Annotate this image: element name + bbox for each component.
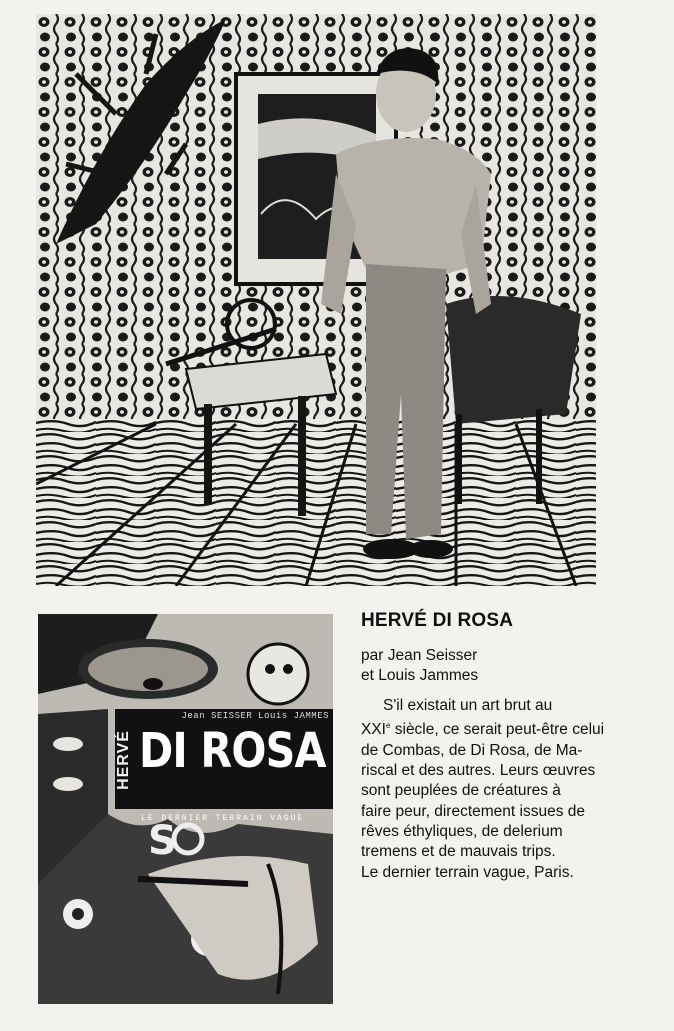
body-line: tremens et de mauvais trips. bbox=[361, 843, 556, 861]
byline-line: et Louis Jammes bbox=[361, 667, 479, 684]
body-line-text: S'il existait un art brut au bbox=[383, 697, 553, 714]
body-line: faire peur, directement issues de bbox=[361, 802, 586, 820]
book-cover bbox=[38, 614, 333, 1004]
cover-last-name: DI ROSA bbox=[139, 723, 326, 779]
body-line-text: siècle, ce serait peut-être celui bbox=[390, 721, 605, 739]
artist-photo bbox=[36, 14, 596, 586]
body-line: riscal et des autres. Leurs œuvres bbox=[361, 762, 596, 780]
body-line bbox=[361, 696, 661, 716]
body-line-text: XXI bbox=[361, 721, 386, 739]
cover-first-name-text: HERVÉ bbox=[115, 730, 132, 790]
cover-title-band bbox=[115, 709, 333, 823]
body-line: sont peuplées de créatures à bbox=[361, 782, 561, 800]
cover-authors: Jean SEISSER Louis JAMMES bbox=[181, 711, 329, 721]
article-byline bbox=[361, 646, 661, 686]
body-line: de Combas, de Di Rosa, de Ma- bbox=[361, 741, 583, 759]
superscript: e bbox=[385, 721, 391, 731]
body-line: rêves éthyliques, de delerium bbox=[361, 822, 563, 840]
cover-publisher: LE DERNIER TERRAIN VAGUE bbox=[141, 814, 305, 823]
article-body bbox=[361, 696, 661, 883]
svg-text:S: S bbox=[148, 818, 177, 864]
article-text bbox=[361, 610, 661, 883]
cover-first-name bbox=[111, 719, 137, 801]
body-line: Le dernier terrain vague, Paris. bbox=[361, 863, 574, 881]
byline-line: par Jean Seisser bbox=[361, 647, 478, 664]
article-title: HERVÉ DI ROSA bbox=[361, 610, 514, 631]
body-line bbox=[361, 716, 661, 740]
